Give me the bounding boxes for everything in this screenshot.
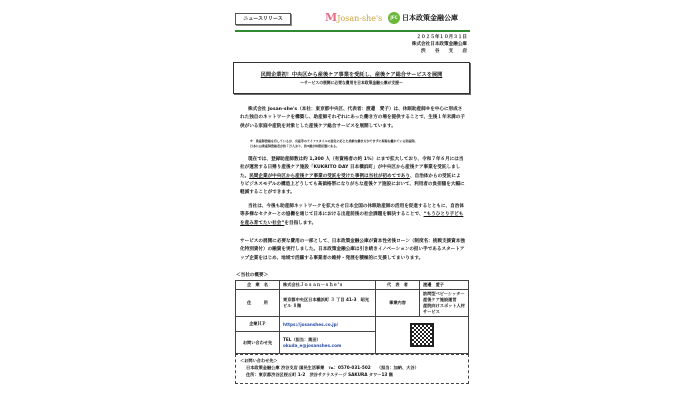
business-header: 事業内容: [376, 290, 420, 317]
jfc-logo: [388, 12, 458, 24]
paragraph-3: [240, 203, 465, 228]
inquiry-tel: TEL（担当：奥田）: [283, 337, 321, 342]
text: 現在では、登録助産師数は約 1,300 人（有資格者の約 1%）にまで拡大しており、令和７年６月には当社が運営する日帰り産後ケア施設「KUKRITO DAY 日本橋浜町」が中央区から産後ケア事業を受託しました。: [240, 157, 464, 179]
footnote: [240, 139, 465, 149]
issuer-branch: 渋 谷 支 店: [421, 49, 467, 55]
company-website-link[interactable]: https://josanshes.co.jp/: [283, 321, 339, 327]
footnote-line: ※ 助産師資格を有しているが、出産等のライフスタイルの変化に応じた柔軟な働き方ができずに現場を離れている助産師。: [250, 139, 418, 143]
business-item: 産後ケア施設運営: [423, 297, 457, 302]
company-header: 企 業 名: [236, 281, 280, 290]
jfc-mark-icon: JFC: [388, 12, 400, 24]
address: 東京都中央区日本橋浜町 ３ 丁目 41-3 昭光ビル ８階: [280, 290, 376, 317]
address-header: 住 所: [236, 290, 280, 317]
header-divider: [235, 30, 470, 32]
logo-mark: M: [325, 11, 338, 24]
company-profile-table: [235, 280, 469, 354]
rep-header: 代 表 者: [376, 281, 420, 290]
contact-label: ＜お問い合わせ先＞: [240, 358, 278, 363]
page-title: 民間企業初！中央区から産後ケア事業を受託し、産後ケア総合サービスを展開: [260, 72, 443, 78]
business-item: 産院向けスポット人材サービス: [423, 303, 465, 314]
representative: 渡邊 愛子: [420, 281, 469, 290]
paragraph-4: サービスの展開に必要な費用の一部として、日本政策金融公庫が資本性劣後ローン（制度名：挑戦支援資本強化特別貸付）の融資を実行しました。日本政策金融公庫は引き続きイノベーションの担い手であるスタートアップ企業をはじめ、地域で活躍する事業者の維持・発展を積極的に支援してまいります。: [240, 239, 465, 261]
contact-address: 住所：東京都渋谷区桜丘町 1-2 渋谷サクラステージ SAKURA タワー13 階: [246, 372, 393, 377]
emphasis-text: “もうひとり子どもを産み育てたい社会”: [240, 212, 464, 226]
business-item: 訪問型ベビーシッター: [423, 291, 465, 296]
text: を目指します。: [284, 220, 317, 226]
business-list: [420, 290, 469, 317]
page-subtitle: ～サービスの展開に必要な費用を日本政策金融公庫が支援～: [300, 80, 403, 85]
inquiry-header: お問い合わせ先: [236, 332, 280, 354]
title-box: [233, 62, 470, 94]
inquiry-cell: [280, 332, 376, 354]
emphasis-text: 民間企業が中央区から産後ケア事業の受託を受けた事例は当社が初めてであり: [249, 173, 410, 179]
jfc-logo-text: 日本政策金融公庫: [402, 14, 458, 22]
josan-shes-logo: [325, 11, 382, 24]
footnote-line: 日本には助産師資格者が約７万人おり、約3割が休眠状態にある。: [250, 144, 340, 148]
hp-header: 企業ＨＰ: [236, 317, 280, 332]
hp-cell: [280, 317, 376, 332]
inquiry-email-link[interactable]: okuda_e@josanshes.com: [283, 343, 342, 348]
logo-text-tail: 's: [375, 14, 383, 23]
news-release-label: ニュースリリース: [235, 13, 291, 25]
qr-cell: [376, 317, 469, 354]
paragraph-2: [240, 156, 465, 197]
contact-line: 日本政策金融公庫 渋谷支店 国民生活事業 ℡：0570-031-502 （担当：加納、大谷）: [246, 365, 419, 370]
logo-text: Josan-she: [337, 14, 376, 23]
text: 、自治体からの受託によりビジネスモデルの構造上どうしても高価格帯になりがちな産後ケア施設において、利用者の負担額を大幅に軽減することができます。: [240, 173, 465, 196]
company-name: 株式会社Ｊｏｓａｎ－ｓｈｅ’ｓ: [280, 281, 376, 290]
text: 当社は、今後も助産師ネットワークを拡大させ日本全国の休眠助産師の活用を促進するとともに、自治体等多様なセクターとの協働を通じて日本における出産前後の社会課題を解決することで、: [240, 204, 464, 218]
profile-label: ＜当社の概要＞: [236, 273, 269, 278]
contact-box: [235, 354, 469, 384]
issuer-block: [412, 34, 467, 56]
qr-code-icon[interactable]: [410, 323, 434, 347]
release-date: ２０２５年１０月３１日: [416, 35, 467, 40]
issuer-org: 株式会社日本政策金融公庫: [411, 42, 467, 48]
paragraph-1: 株式会社 Josan-she's（本社：東京都中央区、代表者：渡邊 愛子）は、休眠助産師※を中心に形成された独自のネットワークを構築し、助産師それぞれにあった働き方の場を提供することで、生後１年未満の子供がいる家庭や産院を対象とした産後ケア総合サービスを展開しています。: [240, 107, 465, 129]
